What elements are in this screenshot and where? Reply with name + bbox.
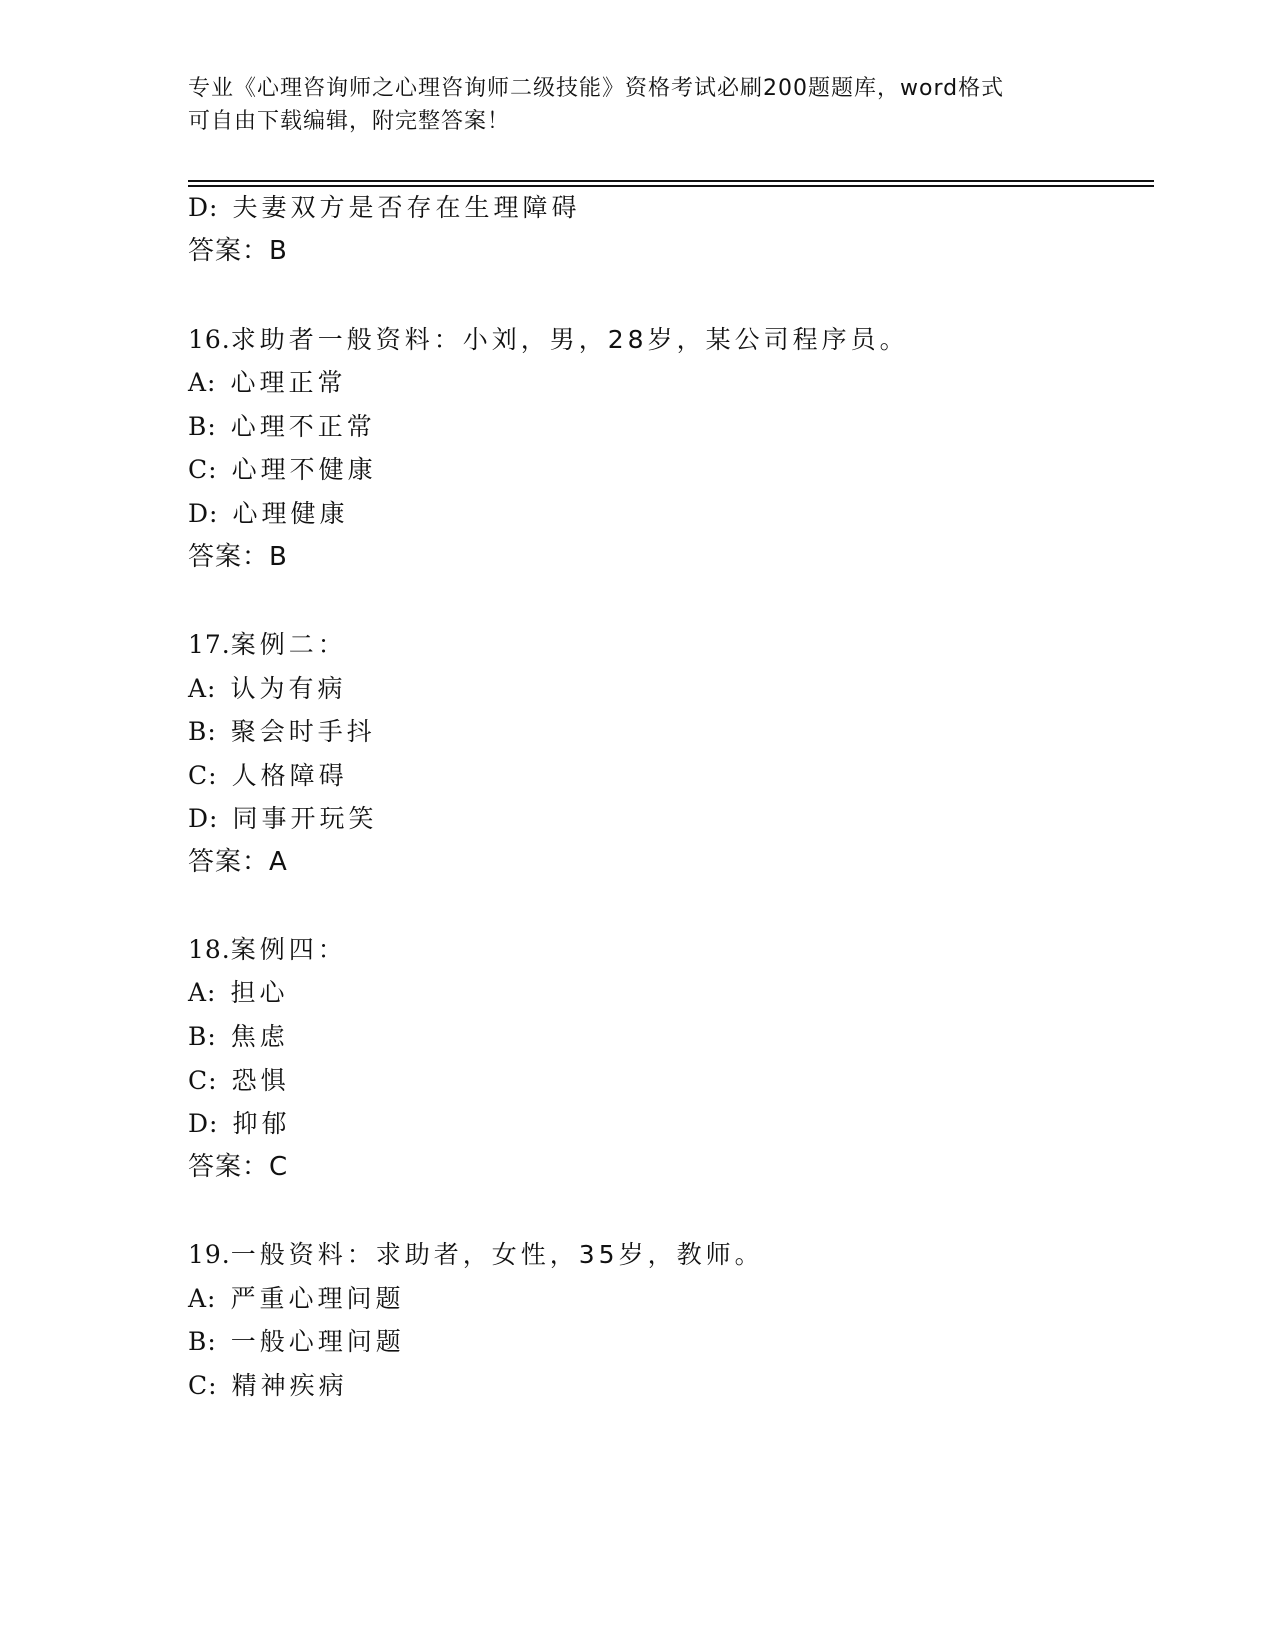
option-d — [188, 192, 580, 224]
option-label: B: — [188, 1327, 217, 1356]
question-number: 19. — [188, 1240, 231, 1269]
option-label: D: — [188, 804, 219, 833]
option-b — [188, 411, 376, 443]
header-divider-bottom — [188, 185, 1154, 187]
option-a — [188, 1283, 405, 1315]
option-text: 担心 — [230, 978, 289, 1007]
option-text: 心理不健康 — [231, 455, 377, 484]
option-text: 心理不正常 — [230, 412, 376, 441]
question-text: 求助者一般资料：小刘，男，28岁，某公司程序员。 — [230, 325, 909, 354]
option-text: 人格障碍 — [231, 761, 348, 790]
option-d — [188, 803, 377, 835]
question-text: 一般资料：求助者，女性，35岁，教师。 — [230, 1240, 764, 1269]
question-number: 16. — [188, 325, 231, 354]
option-b — [188, 716, 376, 748]
option-label: D: — [188, 193, 219, 222]
option-b — [188, 1021, 289, 1053]
question-number: 18. — [188, 935, 231, 964]
option-c — [188, 454, 377, 486]
answer-line: 答案：C — [188, 1152, 289, 1182]
option-label: A: — [188, 368, 217, 397]
option-d — [188, 498, 348, 530]
option-label: B: — [188, 717, 217, 746]
option-label: C: — [188, 455, 218, 484]
answer-line: 答案：B — [188, 236, 288, 266]
answer-line: 答案：A — [188, 847, 288, 877]
option-label: C: — [188, 1371, 218, 1400]
header-line-2: 可自由下载编辑，附完整答案！ — [188, 109, 511, 134]
option-a — [188, 673, 347, 705]
option-label: B: — [188, 1022, 217, 1051]
option-c — [188, 760, 348, 792]
option-label: D: — [188, 1109, 219, 1138]
option-text: 恐惧 — [231, 1066, 290, 1095]
header-line-1: 专业《心理咨询师之心理咨询师二级技能》资格考试必刷200题题库，word格式 — [188, 76, 1005, 101]
question-number: 17. — [188, 630, 231, 659]
option-text: 心理健康 — [232, 499, 349, 528]
option-text: 夫妻双方是否存在生理障碍 — [232, 193, 581, 222]
question-stem-17 — [188, 629, 347, 661]
option-text: 心理正常 — [230, 368, 347, 397]
option-label: B: — [188, 412, 217, 441]
option-text: 一般心理问题 — [230, 1327, 405, 1356]
question-text: 案例二： — [230, 630, 347, 659]
document-header — [188, 72, 1088, 138]
option-text: 认为有病 — [230, 674, 347, 703]
option-c — [188, 1065, 290, 1097]
option-label: A: — [188, 1284, 217, 1313]
option-label: D: — [188, 499, 219, 528]
option-a — [188, 977, 289, 1009]
option-label: A: — [188, 978, 217, 1007]
question-stem-16 — [188, 324, 909, 356]
option-d — [188, 1108, 290, 1140]
option-label: A: — [188, 674, 217, 703]
header-divider-top — [188, 180, 1154, 182]
option-label: C: — [188, 1066, 218, 1095]
option-text: 抑郁 — [232, 1109, 291, 1138]
answer-line: 答案：B — [188, 542, 288, 572]
question-text: 案例四： — [230, 935, 347, 964]
option-c — [188, 1370, 348, 1402]
option-label: C: — [188, 761, 218, 790]
option-text: 焦虑 — [230, 1022, 289, 1051]
option-text: 聚会时手抖 — [230, 717, 376, 746]
question-stem-18 — [188, 934, 347, 966]
option-text: 同事开玩笑 — [232, 804, 378, 833]
option-text: 严重心理问题 — [230, 1284, 405, 1313]
option-text: 精神疾病 — [231, 1371, 348, 1400]
question-stem-19 — [188, 1239, 764, 1271]
option-b — [188, 1326, 405, 1358]
option-a — [188, 367, 347, 399]
